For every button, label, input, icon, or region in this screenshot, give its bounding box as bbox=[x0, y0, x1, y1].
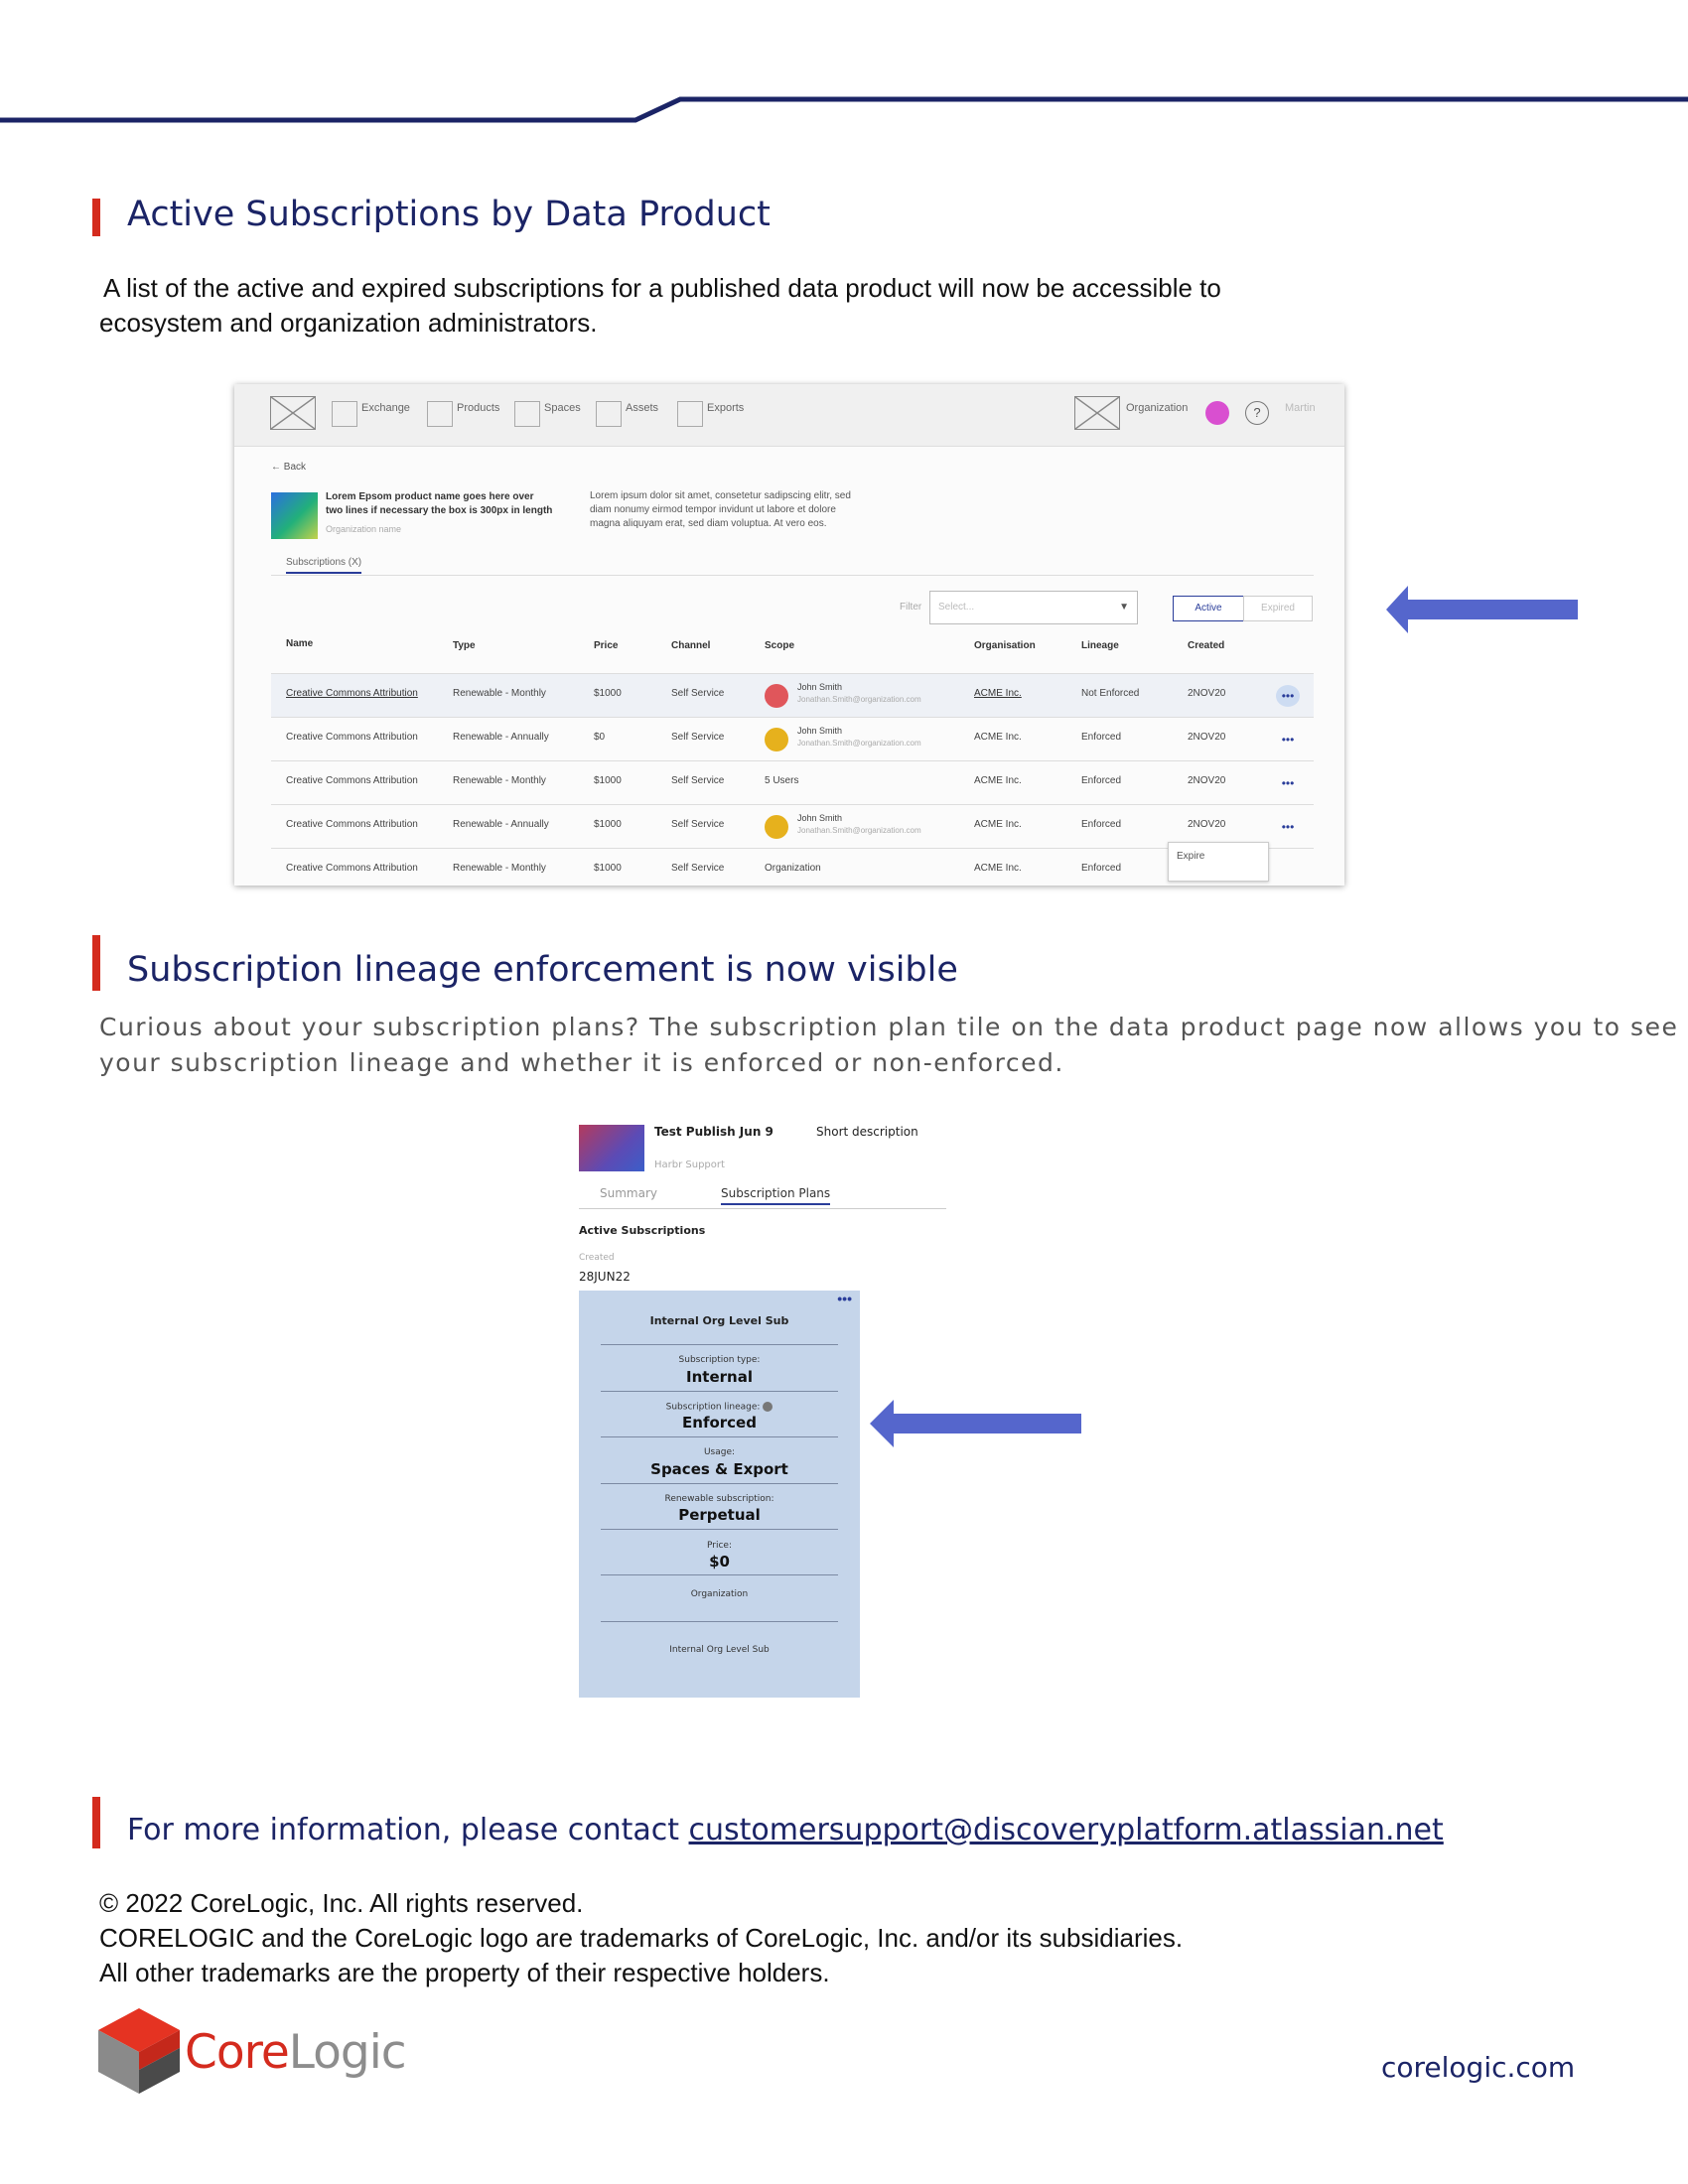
chevron-down-icon: ▼ bbox=[1119, 602, 1129, 613]
cell-lineage: Enforced bbox=[1081, 732, 1122, 743]
cell-scope: Organization bbox=[765, 863, 821, 874]
toggle-expired[interactable]: Expired bbox=[1243, 596, 1313, 621]
cell-org: ACME Inc. bbox=[974, 775, 1022, 786]
body-text: ecosystem and organization administrators. bbox=[99, 308, 598, 338]
exports-icon bbox=[677, 401, 703, 427]
help-icon[interactable]: ? bbox=[1245, 401, 1269, 425]
body-text: your subscription lineage and whether it is enforced or non-enforced. bbox=[99, 1048, 1064, 1077]
divider bbox=[601, 1391, 838, 1392]
logo-placeholder-icon bbox=[270, 396, 316, 430]
row-actions-icon[interactable]: ••• bbox=[1276, 685, 1300, 707]
subscriptions-screenshot bbox=[234, 384, 1344, 886]
contact-prefix: For more information, please contact bbox=[127, 1813, 689, 1847]
cell-created: 2NOV20 bbox=[1188, 688, 1226, 699]
cell-lineage: Enforced bbox=[1081, 863, 1122, 874]
cell-name[interactable]: Creative Commons Attribution bbox=[286, 863, 418, 874]
website-link[interactable]: corelogic.com bbox=[1381, 2051, 1576, 2084]
col-name: Name bbox=[286, 638, 314, 649]
logo-core: Core bbox=[185, 2025, 289, 2080]
row-menu bbox=[1168, 842, 1269, 882]
lineage-value: Enforced bbox=[682, 1414, 757, 1432]
row-actions-icon[interactable]: ••• bbox=[1281, 820, 1295, 834]
top-nav bbox=[234, 384, 1344, 447]
cell-lineage: Enforced bbox=[1081, 775, 1122, 786]
created-label: Created bbox=[579, 1253, 615, 1263]
product-thumbnail bbox=[579, 1125, 644, 1171]
cell-scope: 5 Users bbox=[765, 775, 799, 786]
cell-type: Renewable - Monthly bbox=[453, 688, 546, 699]
cell-channel: Self Service bbox=[671, 688, 725, 699]
table-row[interactable] bbox=[271, 848, 1314, 892]
usage-value: Spaces & Export bbox=[650, 1460, 788, 1478]
assets-icon bbox=[596, 401, 622, 427]
trademark-text: All other trademarks are the property of their respective holders. bbox=[99, 1958, 830, 1987]
row-actions-icon[interactable]: ••• bbox=[1281, 776, 1295, 790]
more-icon[interactable]: ••• bbox=[837, 1291, 852, 1306]
cell-scope-email: Jonathan.Smith@organization.com bbox=[797, 695, 921, 704]
divider bbox=[601, 1574, 838, 1575]
cell-scope: John Smith bbox=[797, 813, 843, 823]
user-name[interactable]: Martin bbox=[1285, 402, 1316, 414]
product-description: magna aliquyam erat, sed diam voluptua. At vero eos. bbox=[590, 518, 827, 529]
cell-name[interactable]: Creative Commons Attribution bbox=[286, 819, 418, 830]
table-row[interactable] bbox=[271, 673, 1314, 718]
menu-expire[interactable]: Expire bbox=[1177, 851, 1205, 862]
nav-exchange[interactable]: Exchange bbox=[361, 402, 410, 414]
organization-label: Organization bbox=[690, 1589, 749, 1599]
header-rule bbox=[0, 0, 1688, 139]
back-link[interactable]: ← Back bbox=[271, 462, 307, 473]
renew-label: Renewable subscription: bbox=[664, 1494, 774, 1504]
cell-channel: Self Service bbox=[671, 732, 725, 743]
cell-price: $1000 bbox=[594, 819, 622, 830]
col-scope: Scope bbox=[765, 640, 795, 651]
product-thumbnail bbox=[271, 492, 318, 539]
table-row[interactable] bbox=[271, 760, 1314, 805]
exchange-icon bbox=[332, 401, 357, 427]
support-email-link[interactable]: customersupport@discoveryplatform.atlassian.net bbox=[688, 1813, 1444, 1847]
filter-placeholder: Select... bbox=[938, 602, 975, 613]
table-row[interactable] bbox=[271, 804, 1314, 849]
card-footer: Internal Org Level Sub bbox=[669, 1645, 770, 1655]
cell-org: ACME Inc. bbox=[974, 688, 1022, 699]
products-icon bbox=[427, 401, 453, 427]
col-created: Created bbox=[1188, 640, 1225, 651]
lineage-label bbox=[579, 1402, 860, 1413]
nav-assets[interactable]: Assets bbox=[626, 402, 659, 414]
card-title: Internal Org Level Sub bbox=[649, 1314, 789, 1327]
cell-price: $1000 bbox=[594, 688, 622, 699]
contact-heading bbox=[127, 1813, 1444, 1847]
cell-name[interactable]: Creative Commons Attribution bbox=[286, 688, 418, 699]
col-price: Price bbox=[594, 640, 619, 651]
corelogic-logo-text bbox=[185, 2025, 406, 2080]
product-title: Test Publish Jun 9 bbox=[654, 1125, 774, 1139]
cell-price: $1000 bbox=[594, 863, 622, 874]
lineage-label-text: Subscription lineage: bbox=[665, 1402, 761, 1413]
cell-name[interactable]: Creative Commons Attribution bbox=[286, 775, 418, 786]
price-label: Price: bbox=[707, 1541, 732, 1551]
type-label: Subscription type: bbox=[678, 1355, 761, 1365]
cell-channel: Self Service bbox=[671, 775, 725, 786]
tab-subscription-plans[interactable]: Subscription Plans bbox=[721, 1186, 830, 1205]
org-name: Organization name bbox=[326, 524, 402, 534]
org-logo-placeholder-icon bbox=[1074, 396, 1120, 430]
avatar bbox=[765, 728, 788, 751]
col-lineage: Lineage bbox=[1081, 640, 1119, 651]
nav-spaces[interactable]: Spaces bbox=[544, 402, 581, 414]
cell-created: 2NOV20 bbox=[1188, 732, 1226, 743]
section-marker bbox=[92, 199, 100, 236]
divider bbox=[601, 1483, 838, 1484]
divider bbox=[271, 575, 1314, 576]
divider bbox=[579, 1208, 946, 1209]
divider bbox=[601, 1436, 838, 1437]
cell-type: Renewable - Monthly bbox=[453, 775, 546, 786]
col-type: Type bbox=[453, 640, 476, 651]
avatar[interactable] bbox=[1205, 401, 1229, 425]
cell-lineage: Not Enforced bbox=[1081, 688, 1140, 699]
product-title: Lorem Epsom product name goes here over bbox=[326, 491, 534, 502]
logo-logic: Logic bbox=[288, 2025, 406, 2080]
cell-created: 2NOV20 bbox=[1188, 819, 1226, 830]
cell-scope-email: Jonathan.Smith@organization.com bbox=[797, 739, 921, 748]
nav-products[interactable]: Products bbox=[457, 402, 500, 414]
short-description: Short description bbox=[816, 1125, 918, 1139]
nav-organization[interactable]: Organization bbox=[1126, 402, 1189, 414]
product-description: Lorem ipsum dolor sit amet, consetetur sadipscing elitr, sed bbox=[590, 490, 851, 501]
product-title: two lines if necessary the box is 300px in length bbox=[326, 505, 553, 516]
section-marker bbox=[92, 935, 100, 991]
arrow-left-icon bbox=[870, 1400, 1081, 1447]
cell-type: Renewable - Monthly bbox=[453, 863, 546, 874]
price-value: $0 bbox=[709, 1553, 730, 1570]
arrow-left-icon bbox=[1386, 586, 1578, 633]
renew-value: Perpetual bbox=[678, 1506, 761, 1524]
row-actions-icon[interactable]: ••• bbox=[1281, 733, 1295, 747]
cell-type: Renewable - Annually bbox=[453, 819, 549, 830]
cell-lineage: Enforced bbox=[1081, 819, 1122, 830]
cell-scope-email: Jonathan.Smith@organization.com bbox=[797, 826, 921, 835]
usage-label: Usage: bbox=[703, 1447, 736, 1457]
nav-exports[interactable]: Exports bbox=[707, 402, 745, 414]
cell-org: ACME Inc. bbox=[974, 732, 1022, 743]
divider bbox=[601, 1621, 838, 1622]
trademark-text: CORELOGIC and the CoreLogic logo are trademarks of CoreLogic, Inc. and/or its subsidiaries. bbox=[99, 1923, 1184, 1953]
filter-label: Filter bbox=[900, 602, 922, 613]
cell-scope: John Smith bbox=[797, 682, 843, 692]
cell-scope: John Smith bbox=[797, 726, 843, 736]
divider bbox=[601, 1529, 838, 1530]
col-organisation: Organisation bbox=[974, 640, 1036, 651]
table-row[interactable] bbox=[271, 717, 1314, 761]
toggle-active[interactable]: Active bbox=[1173, 596, 1244, 621]
divider bbox=[601, 1344, 838, 1345]
cell-price: $1000 bbox=[594, 775, 622, 786]
cell-created: 2NOV20 bbox=[1188, 775, 1226, 786]
copyright: © 2022 CoreLogic, Inc. All rights reserved. bbox=[99, 1888, 584, 1918]
filter-select[interactable] bbox=[929, 591, 1138, 624]
active-subscriptions-label: Active Subscriptions bbox=[579, 1224, 706, 1237]
body-text: Curious about your subscription plans? The subscription plan tile on the data product page now allows you to see bbox=[99, 1013, 1679, 1041]
support-label: Harbr Support bbox=[654, 1160, 725, 1170]
cell-org: ACME Inc. bbox=[974, 863, 1022, 874]
avatar bbox=[765, 815, 788, 839]
section-marker bbox=[92, 1797, 100, 1848]
cell-org: ACME Inc. bbox=[974, 819, 1022, 830]
corelogic-logo-icon bbox=[98, 2008, 180, 2094]
info-icon[interactable] bbox=[763, 1402, 773, 1412]
cell-price: $0 bbox=[594, 732, 606, 743]
subscription-plan-card bbox=[579, 1291, 860, 1698]
section-heading: Active Subscriptions by Data Product bbox=[127, 195, 771, 234]
cell-type: Renewable - Annually bbox=[453, 732, 549, 743]
cell-name[interactable]: Creative Commons Attribution bbox=[286, 732, 418, 743]
tab-summary[interactable]: Summary bbox=[600, 1186, 657, 1200]
product-description: diam nonumy eirmod tempor invidunt ut labore et dolore bbox=[590, 504, 836, 515]
created-value: 28JUN22 bbox=[579, 1270, 631, 1284]
tab-subscriptions[interactable]: Subscriptions (X) bbox=[286, 557, 361, 574]
cell-channel: Self Service bbox=[671, 819, 725, 830]
body-text: A list of the active and expired subscriptions for a published data product will now be accessible to bbox=[103, 273, 1221, 303]
cell-channel: Self Service bbox=[671, 863, 725, 874]
col-channel: Channel bbox=[671, 640, 711, 651]
type-value: Internal bbox=[686, 1368, 753, 1386]
spaces-icon bbox=[514, 401, 540, 427]
section-heading: Subscription lineage enforcement is now visible bbox=[127, 950, 958, 990]
avatar bbox=[765, 684, 788, 708]
